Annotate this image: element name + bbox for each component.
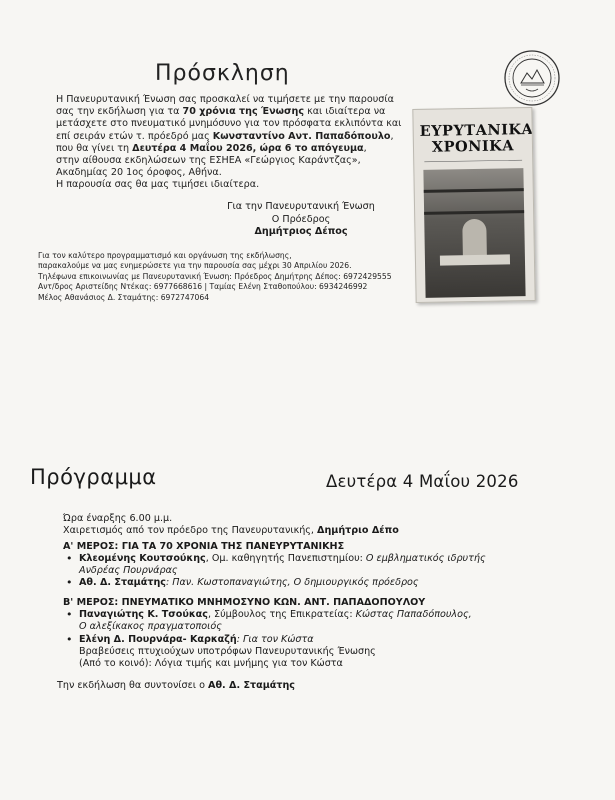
invitation-body xyxy=(56,94,401,192)
invitation-line xyxy=(56,143,401,155)
invitation-line xyxy=(56,131,401,143)
bullet-icon: • xyxy=(66,551,73,565)
text: επί σειράν ετών τ. πρόεδρό μας xyxy=(56,130,213,142)
coordinator-line xyxy=(57,680,486,692)
program-item xyxy=(63,634,486,646)
talk-topic: Κώστας Παπαδόπουλος, xyxy=(355,609,472,621)
photo-desk xyxy=(440,254,510,265)
greeting-speaker: Δημήτριο Δέπο xyxy=(317,525,399,537)
note-line: Μέλος Αθανάσιος Δ. Σταμάτης: 6972747064 xyxy=(38,292,210,302)
speaker-name: Κλεομένης Κουτσούκης xyxy=(79,552,206,564)
program-title: Πρόγραμμα xyxy=(30,465,157,489)
magazine-title-line: ΧΡΟΝΙΚΑ xyxy=(431,137,515,156)
invitation-line: στην αίθουσα εκδηλώσεων της ΕΣΗΕΑ «Γεώργιος Καράντζας», xyxy=(56,155,361,167)
note-line: Για τον καλύτερο προγραμματισμό και οργάνωση της εκδήλωσης, xyxy=(38,251,292,260)
note-line: Τηλέφωνα επικοινωνίας με Πανευρυτανική Ένωση: Πρόεδρος Δημήτρης Δέπος: 6972429555 xyxy=(38,271,392,281)
talk-topic: Ανδρέας Πουρνάρας xyxy=(79,565,178,577)
event-datetime: Δευτέρα 4 Μαΐου 2026, ώρα 6 το απόγευμα xyxy=(132,142,364,154)
speaker-name: Ελένη Δ. Πουρνάρα- Καρκαζή xyxy=(79,633,237,645)
speaker-role: , Ομ. καθηγητής Πανεπιστημίου: xyxy=(205,552,366,564)
cover-photo xyxy=(423,168,525,298)
talk-topic: Ο εμβληματικός ιδρυτής xyxy=(365,552,486,564)
photo-shelf xyxy=(424,210,524,215)
invitation-title: Πρόσκληση xyxy=(155,61,290,86)
program-item: (Από το κοινό): Λόγια τιμής και μνήμης για τον Κώστα xyxy=(79,658,343,670)
program-item xyxy=(63,577,486,589)
signature-org: Για την Πανευρυτανική Ένωση xyxy=(227,201,375,212)
program-item-continued xyxy=(63,621,486,633)
program-item: Βραβεύσεις πτυχιούχων υποτρόφων Πανευρυτανικής Ένωσης xyxy=(79,645,376,657)
talk-topic: Ο αλεξίκακος πραγματοποιός xyxy=(79,621,222,633)
invitation-line: Η Πανευρυτανική Ένωση σας προσκαλεί να τιμήσετε με την παρουσία xyxy=(56,94,394,105)
program-date: Δευτέρα 4 Μαΐου 2026 xyxy=(326,472,519,491)
signature-role: Ο Πρόεδρος xyxy=(271,213,331,225)
anniversary-highlight: 70 χρόνια της Ένωσης xyxy=(182,106,305,118)
association-seal-icon xyxy=(503,49,561,107)
text: σας την εκδήλωση για τα xyxy=(56,106,183,118)
program-item-continued xyxy=(63,565,486,577)
text: , xyxy=(390,130,394,142)
honoree-name: Κωνσταντίνο Αντ. Παπαδόπουλο xyxy=(212,130,391,142)
note-line: παρακαλούμε να μας ενημερώσετε για την παρουσία σας μέχρι 30 Απριλίου 2026. xyxy=(38,261,352,271)
section-a-heading: Α' ΜΕΡΟΣ: ΓΙΑ ΤΑ 70 ΧΡΟΝΙΑ ΤΗΣ ΠΑΝΕΥΡΥΤΑΝΙΚΗΣ xyxy=(63,540,345,552)
program-item xyxy=(63,553,486,565)
program-body xyxy=(57,513,486,692)
magazine-title-line: ΕΥΡΥΤΑΝΙΚΑ xyxy=(419,120,534,140)
bullet-icon: • xyxy=(66,632,73,646)
program-item xyxy=(63,609,486,621)
speaker-name: Αθ. Δ. Σταμάτης xyxy=(79,577,166,589)
magazine-subtitle-rule xyxy=(424,158,522,165)
photo-shelf xyxy=(424,188,524,193)
talk-topic: : Παν. Κωστοπαναγιώτης, Ο δημιουργικός πρόεδρος xyxy=(165,577,419,589)
photo-figure xyxy=(462,219,487,259)
text: Χαιρετισμός από τον πρόεδρο της Πανευρυτανικής, xyxy=(63,525,318,537)
text: , xyxy=(363,142,367,154)
invitation-line: μετάσχετε στο πνευματικό μνημόσυνο για τον πρόσφατα εκλιπόντα και xyxy=(56,118,402,130)
magazine-title xyxy=(419,120,534,156)
signature-block xyxy=(216,201,386,239)
start-time: Ώρα έναρξης 6.00 μ.μ. xyxy=(63,513,173,524)
bullet-icon: • xyxy=(66,608,73,622)
invitation-line: Η παρουσία σας θα μας τιμήσει ιδιαίτερα. xyxy=(56,179,260,191)
section-b-heading: Β' ΜΕΡΟΣ: ΠΝΕΥΜΑΤΙΚΟ ΜΝΗΜΟΣΥΝΟ ΚΩΝ. ΑΝΤ. ΠΑΠΑΔΟΠΟΥΛΟΥ xyxy=(63,596,426,608)
coordinator-name: Αθ. Δ. Σταμάτης xyxy=(208,679,295,691)
speaker-name: Παναγιώτης Κ. Τσούκας xyxy=(79,609,208,621)
magazine-cover xyxy=(412,107,535,303)
note-line: Αντ/δρος Αριστείδης Ντέκας: 6977668616 | Ταμίας Ελένη Σταθοπούλου: 6934246992 xyxy=(38,282,368,292)
bullet-icon: • xyxy=(66,576,73,590)
invitation-line xyxy=(56,106,401,118)
speaker-role: , Σύμβουλος της Επικρατείας: xyxy=(207,609,356,621)
president-name: Δημήτριος Δέπος xyxy=(254,226,348,237)
greeting-line xyxy=(63,525,486,537)
text: και ιδιαίτερα να xyxy=(304,106,386,118)
contact-notes xyxy=(38,251,392,303)
invitation-line: Ακαδημίας 20 1ος όροφος, Αθήνα. xyxy=(56,167,222,179)
talk-topic: : Για τον Κώστα xyxy=(236,633,314,645)
signature-name xyxy=(216,226,386,239)
text: που θα γίνει τη xyxy=(56,142,133,154)
text: Την εκδήλωση θα συντονίσει ο xyxy=(57,679,209,691)
